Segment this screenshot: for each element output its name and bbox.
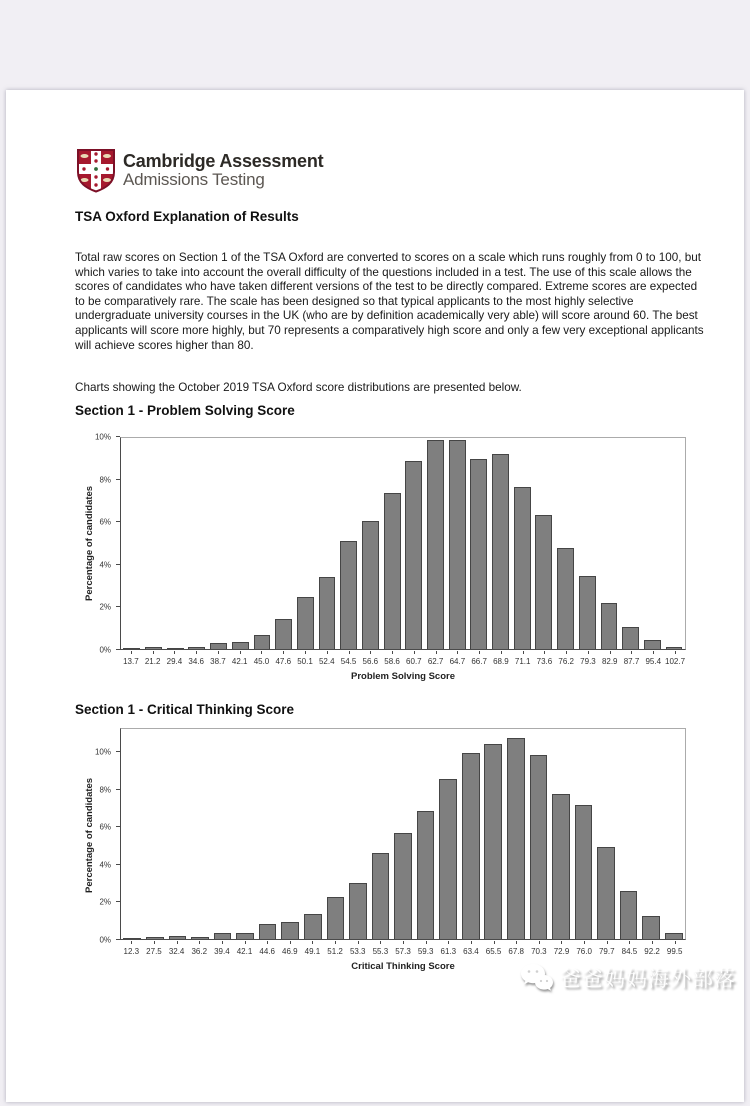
bar-slot	[392, 729, 415, 939]
x-tick-label: 70.3	[528, 941, 551, 956]
y-tick-label: 0%	[99, 645, 111, 655]
logo-text	[123, 152, 323, 189]
bar-slot	[211, 729, 234, 939]
document-page	[6, 90, 744, 1102]
x-tick-label: 84.5	[618, 941, 641, 956]
bar-21.2	[145, 647, 162, 649]
x-tick-label: 45.0	[251, 651, 273, 666]
document-title: TSA Oxford Explanation of Results	[75, 209, 299, 224]
x-tick-label: 63.4	[460, 941, 483, 956]
plot-area	[120, 728, 686, 940]
bar-42.1	[232, 642, 249, 649]
section1-problem-solving-heading: Section 1 - Problem Solving Score	[75, 403, 295, 418]
bar-38.7	[210, 643, 227, 649]
x-tick-label: 62.7	[425, 651, 447, 666]
bar-46.9	[281, 922, 299, 939]
x-tick-label: 59.3	[414, 941, 437, 956]
bar-57.3	[394, 833, 412, 939]
bar-slot	[555, 438, 577, 649]
y-tick-label: 0%	[99, 935, 111, 945]
y-tick-label: 10%	[94, 432, 111, 442]
x-tick-label: 60.7	[403, 651, 425, 666]
bar-slot	[369, 729, 392, 939]
bar-slot	[234, 729, 257, 939]
bar-62.7	[427, 440, 444, 649]
y-axis-title: Percentage of candidates	[84, 485, 95, 602]
bar-68.9	[492, 454, 509, 649]
bar-92.2	[642, 916, 660, 939]
bar-36.2	[191, 937, 209, 939]
bar-slot	[316, 438, 338, 649]
bar-34.6	[188, 647, 205, 649]
x-tick-label: 82.9	[599, 651, 621, 666]
bar-slot	[121, 729, 144, 939]
bar-56.6	[362, 521, 379, 649]
bar-32.4	[169, 936, 187, 939]
x-tick-label: 79.7	[595, 941, 618, 956]
bar-99.5	[665, 933, 683, 940]
x-tick-label: 47.6	[272, 651, 294, 666]
bar-50.1	[297, 597, 314, 649]
bar-slot	[381, 438, 403, 649]
x-tick-label: 61.3	[437, 941, 460, 956]
intro-paragraph: Total raw scores on Section 1 of the TSA Oxford are converted to scores on a scale which runs roughly from 0 to 100, but which varies to take into account the overall difficulty of the questions included in a test. The use of this scale allows the scores of candidates who have taken different versions of the test to be directly compared. Extreme scores are expected to be comparatively rare. The scale has been designed so that typical applicants to the most highly selective undergraduate university courses in the UK (who are by definition academically very able) will score around 60. The best applicants will score more highly, but 70 represents a comparatively high score and only a few very exceptional applicants will achieve scores higher than 80.	[75, 251, 704, 352]
bar-slot	[490, 438, 512, 649]
x-tick-label: 42.1	[233, 941, 256, 956]
bar-61.3	[439, 779, 457, 939]
x-tick-label: 95.4	[642, 651, 664, 666]
x-tick-label: 76.2	[555, 651, 577, 666]
x-tick-label: 34.6	[185, 651, 207, 666]
bar-slot	[251, 438, 273, 649]
bar-44.6	[259, 924, 277, 939]
x-tick-label: 65.5	[482, 941, 505, 956]
bar-slot	[446, 438, 468, 649]
bar-slot	[437, 729, 460, 939]
bar-slot	[576, 438, 598, 649]
bar-slot	[143, 438, 165, 649]
bar-slot	[324, 729, 347, 939]
x-tick-label: 52.4	[316, 651, 338, 666]
bar-67.8	[507, 738, 525, 939]
watermark-text: 爸爸妈妈海外部落	[560, 968, 736, 991]
bar-42.1	[236, 933, 254, 940]
x-tick-label: 51.2	[324, 941, 347, 956]
bar-slot	[572, 729, 595, 939]
y-tick-label: 2%	[99, 602, 111, 612]
x-tick-label: 21.2	[142, 651, 164, 666]
bar-slot	[273, 438, 295, 649]
bar-slot	[189, 729, 212, 939]
bar-82.9	[601, 603, 618, 649]
bar-63.4	[462, 753, 480, 939]
bar-39.4	[214, 933, 232, 940]
bar-58.6	[384, 493, 401, 649]
bar-49.1	[304, 914, 322, 939]
bar-66.7	[470, 459, 487, 649]
critical-thinking-score-chart	[79, 722, 701, 978]
bar-slot	[403, 438, 425, 649]
bar-slot	[482, 729, 505, 939]
section1-critical-thinking-heading: Section 1 - Critical Thinking Score	[75, 702, 295, 717]
x-axis-title: Problem Solving Score	[351, 671, 455, 682]
bar-slot	[166, 729, 189, 939]
cambridge-logo	[76, 148, 323, 193]
x-tick-label: 56.6	[359, 651, 381, 666]
bar-47.6	[275, 619, 292, 649]
bar-71.1	[514, 487, 531, 649]
x-tick-label: 87.7	[621, 651, 643, 666]
bar-slot	[527, 729, 550, 939]
x-tick-label: 73.6	[534, 651, 556, 666]
x-tick-label: 55.3	[369, 941, 392, 956]
x-tick-label: 32.4	[165, 941, 188, 956]
cambridge-shield-icon	[76, 148, 116, 193]
bar-slot	[414, 729, 437, 939]
x-tick-label: 29.4	[164, 651, 186, 666]
bar-72.9	[552, 794, 570, 939]
bar-84.5	[620, 891, 638, 939]
x-tick-label: 54.5	[338, 651, 360, 666]
bar-79.3	[579, 576, 596, 649]
bar-slot	[144, 729, 167, 939]
bar-slot	[256, 729, 279, 939]
x-axis-ticks	[120, 941, 686, 956]
bar-slot	[620, 438, 642, 649]
bar-45.0	[254, 635, 271, 649]
charts-intro-paragraph: Charts showing the October 2019 TSA Oxford score distributions are presented below.	[75, 381, 522, 394]
y-tick-label: 10%	[94, 747, 111, 757]
bar-slot	[459, 729, 482, 939]
x-tick-label: 53.3	[346, 941, 369, 956]
bar-slot	[279, 729, 302, 939]
x-tick-label: 58.6	[381, 651, 403, 666]
bar-slot	[229, 438, 251, 649]
bar-59.3	[417, 811, 435, 939]
bar-slot	[595, 729, 618, 939]
bar-65.5	[484, 744, 502, 939]
x-tick-label: 79.3	[577, 651, 599, 666]
bar-64.7	[449, 440, 466, 649]
y-tick-label: 4%	[99, 560, 111, 570]
bar-slot	[360, 438, 382, 649]
bar-79.7	[597, 847, 615, 939]
logo-line1: Cambridge Assessment	[123, 150, 324, 171]
bar-70.3	[530, 755, 548, 939]
bar-slot	[617, 729, 640, 939]
problem-solving-score-chart	[79, 430, 701, 686]
plot-area	[120, 437, 686, 650]
y-tick-label: 8%	[99, 785, 111, 795]
x-tick-label: 39.4	[211, 941, 234, 956]
bar-slot	[347, 729, 370, 939]
bar-27.5	[146, 937, 164, 939]
bar-slot	[598, 438, 620, 649]
y-axis-title: Percentage of candidates	[84, 777, 95, 894]
bar-29.4	[167, 648, 184, 649]
bar-slot	[121, 438, 143, 649]
x-tick-label: 92.2	[641, 941, 664, 956]
bar-54.5	[340, 541, 357, 649]
x-tick-label: 64.7	[446, 651, 468, 666]
x-tick-label: 67.8	[505, 941, 528, 956]
x-tick-label: 50.1	[294, 651, 316, 666]
bar-76.0	[575, 805, 593, 939]
bar-slot	[642, 438, 664, 649]
wechat-icon	[520, 962, 554, 994]
y-tick-label: 2%	[99, 897, 111, 907]
x-tick-label: 36.2	[188, 941, 211, 956]
y-axis-ticks	[79, 728, 120, 945]
bar-slot	[511, 438, 533, 649]
bar-53.3	[349, 883, 367, 939]
bar-slot	[468, 438, 490, 649]
bar-slot	[302, 729, 325, 939]
x-tick-label: 42.1	[229, 651, 251, 666]
bar-slot	[533, 438, 555, 649]
bar-slot	[640, 729, 663, 939]
bar-95.4	[644, 640, 661, 649]
x-tick-label: 57.3	[392, 941, 415, 956]
y-tick-label: 4%	[99, 860, 111, 870]
y-tick-label: 6%	[99, 822, 111, 832]
bar-73.6	[535, 515, 552, 649]
x-tick-label: 13.7	[120, 651, 142, 666]
bar-slot	[338, 438, 360, 649]
bar-52.4	[319, 577, 336, 649]
bar-slot	[186, 438, 208, 649]
x-tick-label: 102.7	[664, 651, 686, 666]
y-tick-label: 8%	[99, 475, 111, 485]
x-axis-ticks	[120, 651, 686, 666]
y-tick-label: 6%	[99, 517, 111, 527]
y-axis-ticks	[79, 432, 120, 655]
bar-51.2	[327, 897, 345, 939]
x-tick-label: 66.7	[468, 651, 490, 666]
x-tick-label: 72.9	[550, 941, 573, 956]
x-tick-label: 38.7	[207, 651, 229, 666]
x-tick-label: 27.5	[143, 941, 166, 956]
bar-slot	[505, 729, 528, 939]
x-tick-label: 99.5	[663, 941, 686, 956]
bar-slot	[663, 729, 686, 939]
x-tick-label: 68.9	[490, 651, 512, 666]
watermark	[520, 962, 736, 994]
x-tick-label: 12.3	[120, 941, 143, 956]
bar-slot	[164, 438, 186, 649]
bar-slot	[425, 438, 447, 649]
bar-87.7	[622, 627, 639, 649]
bar-102.7	[666, 647, 683, 649]
bar-60.7	[405, 461, 422, 649]
logo-line2: Admissions Testing	[123, 170, 265, 190]
x-tick-label: 44.6	[256, 941, 279, 956]
bar-12.3	[123, 938, 141, 939]
x-axis-title: Critical Thinking Score	[351, 961, 455, 972]
bar-slot	[208, 438, 230, 649]
x-tick-label: 71.1	[512, 651, 534, 666]
bar-slot	[663, 438, 685, 649]
x-tick-label: 46.9	[278, 941, 301, 956]
bar-slot	[295, 438, 317, 649]
bar-76.2	[557, 548, 574, 649]
x-tick-label: 49.1	[301, 941, 324, 956]
bar-slot	[550, 729, 573, 939]
bar-55.3	[372, 853, 390, 939]
bar-13.7	[123, 648, 140, 649]
x-tick-label: 76.0	[573, 941, 596, 956]
